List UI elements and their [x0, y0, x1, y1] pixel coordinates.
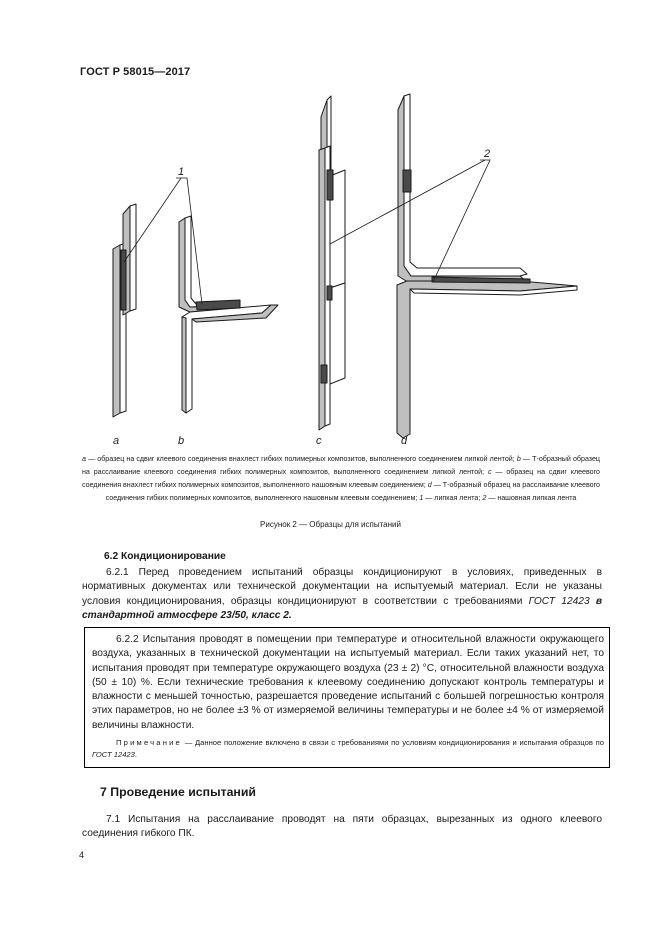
paragraph-6-2-1: [82, 566, 602, 623]
specimen-figure: [0, 0, 661, 460]
legend-key-1: 1: [419, 494, 424, 502]
standard-atmosphere-text: в стандартной атмосфере 23/50, класс 2.: [82, 595, 603, 621]
note: [92, 737, 604, 761]
note-reference: ГОСТ 12423: [92, 750, 135, 759]
figure-label-b: b: [178, 435, 185, 447]
paragraph-6-2-2: [92, 633, 604, 733]
paragraph-7-1-text: 7.1 Испытания на расслаивание проводят на пяти образцах, вырезанных из одного клеевого соединения гибкого ПК.: [82, 814, 602, 840]
legend-text-a: — образец на сдвиг клеевого соединения внахлест гибких полимерных композитов, выполненного соединением липкой лентой;: [85, 455, 517, 463]
section-7-heading: 7 Проведение испытаний: [100, 785, 256, 799]
callout-2-leader-d: [433, 160, 490, 282]
legend-key-b: b: [516, 455, 521, 463]
note-end: .: [134, 750, 138, 759]
legend-text-c: — образец на сдвиг клеевого соединения внахлест гибких полимерных композитов, выполненного нашовным клеевым соединением;: [82, 468, 600, 489]
note-text: — Данное положение включено в связи с требованиями по условиям кондиционирования и испытания образцов по: [181, 738, 604, 747]
figure-label-c: c: [316, 435, 322, 447]
legend-text-d: — Т-образный образец на расслаивание клеевого соединения гибких полимерных композитов, выполненного нашовным клеевым соединением;: [105, 481, 601, 502]
figure-label-d: d: [401, 435, 408, 447]
legend-text-1: — липкая лента;: [423, 494, 483, 502]
specimen-b-drawing: [179, 216, 278, 413]
standard-designation: ГОСТ Р 58015—2017: [80, 66, 191, 78]
figure-label-a: a: [113, 435, 120, 447]
legend-key-a: a: [82, 455, 86, 463]
section-6-2-heading: 6.2 Кондиционирование: [104, 551, 226, 562]
legend-key-d: d: [427, 481, 432, 489]
callout-1-label: 1: [178, 166, 185, 178]
callout-2-label: 2: [484, 148, 491, 160]
figure-legend: [82, 453, 600, 505]
figure-title: Рисунок 2 — Образцы для испытаний: [260, 520, 401, 529]
note-label: Примечание: [116, 738, 182, 747]
specimen-a-drawing: [113, 204, 136, 417]
legend-key-2: 2: [482, 494, 487, 502]
specimen-c-drawing: [319, 96, 345, 430]
page-number: 4: [79, 850, 85, 860]
gost-12423-reference: ГОСТ 12423: [528, 595, 590, 607]
legend-text-2: — нашовная липкая лента: [486, 494, 577, 502]
legend-key-c: c: [487, 468, 492, 476]
paragraph-7-1: [82, 813, 602, 842]
specimen-d-drawing: [397, 94, 577, 438]
paragraph-6-2-1-text: 6.2.1 Перед проведением испытаний образцы кондиционируют в условиях, приведенных в нормативных документах или технической документации на испытуемый материал. Если не указаны условия кондиционирования, образцы кондиционируют в соответствии с требованиями: [82, 567, 602, 607]
paragraph-6-2-2-text: 6.2.2 Испытания проводят в помещении при температуре и относительной влажности окружающего воздуха, указанных в технической документации на испытуемый материал. Если таких указаний нет, то испытания проводят при температуре окружающего воздуха (23 ± 2) °С, относительной влажности воздуха (50 ± 10) %. Если технические требования к клеевому соединению допускают контроль температуры и влажности с меньшей точностью, разрешается проведение испытаний с большей погрешностью контроля этих параметров, но не более ±3 % от измеряемой величины температуры и не более ±4 % от измеряемой величины влажности.: [92, 634, 604, 731]
legend-text-b: — Т-образный образец на расслаивание клеевого соединения гибких полимерных композитов, выполненного соединением липкой лентой;: [82, 455, 600, 476]
